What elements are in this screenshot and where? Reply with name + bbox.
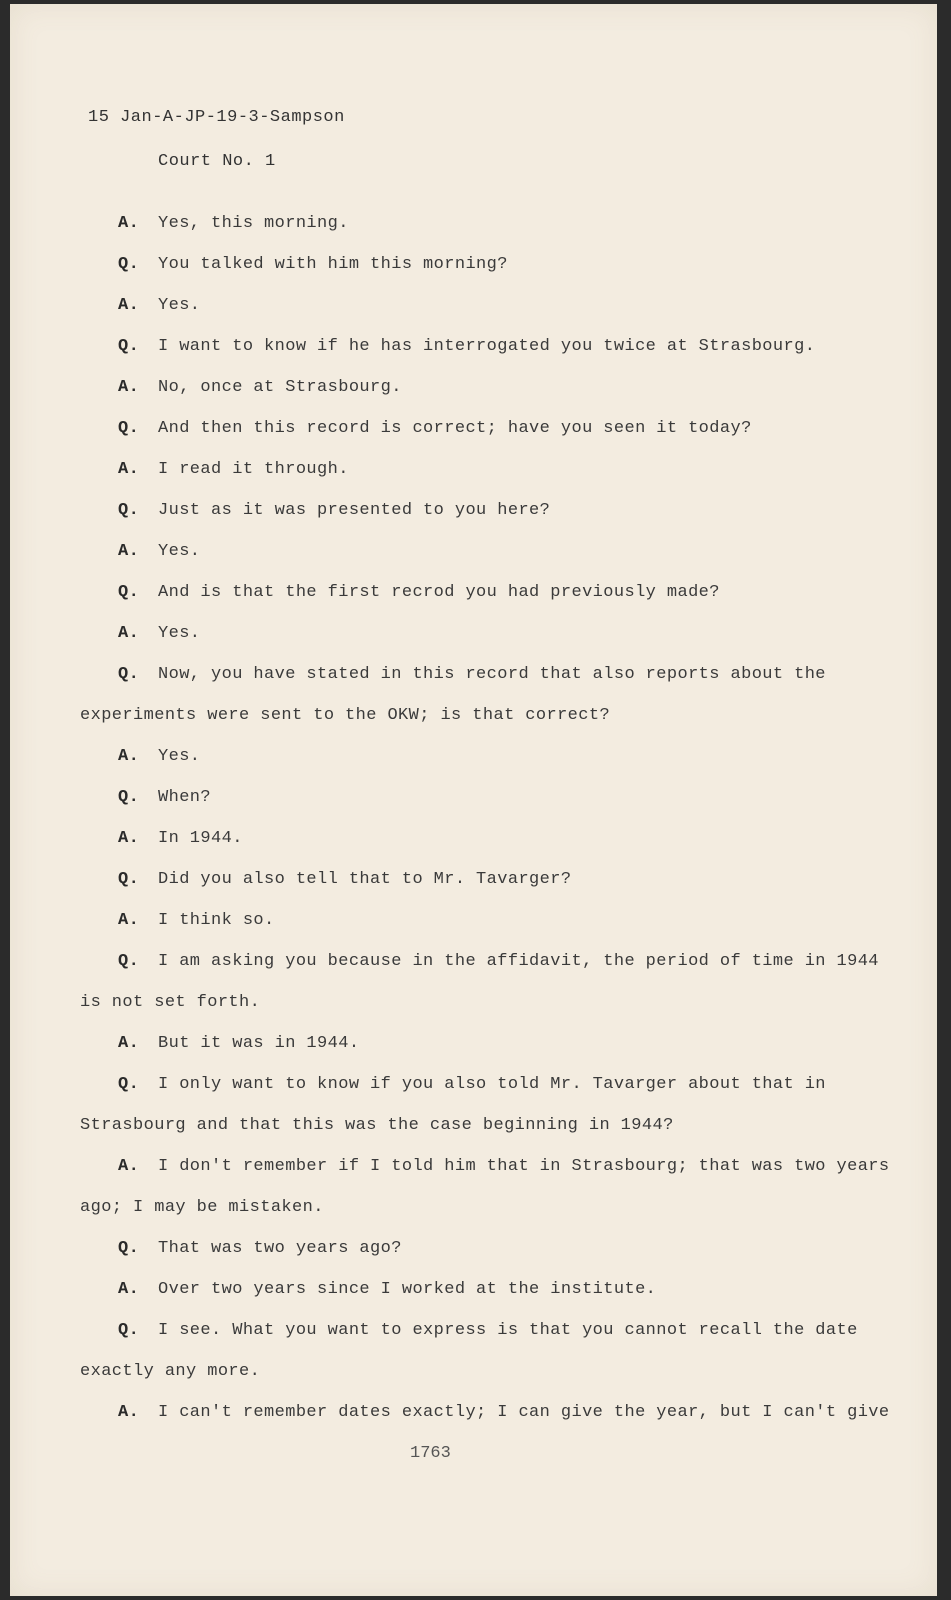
court-number: Court No. 1 [158,152,276,171]
entry-text: Yes. [158,542,201,561]
answer-line [118,737,200,776]
question-line [118,491,550,530]
continuation-line: Strasbourg and that this was the case beginning in 1944? [80,1116,674,1135]
question-line [118,245,508,284]
speaker-marker: Q. [118,419,140,438]
answer-line [118,204,349,243]
question-line [118,942,879,981]
answer-line [118,901,275,940]
speaker-marker: Q. [118,952,140,971]
answer-line [118,1147,890,1186]
entry-text: I only want to know if you also told Mr. Tavarger about that in [158,1075,826,1094]
answer-line [118,1270,656,1309]
speaker-marker: A. [118,1403,140,1422]
entry-text: Yes. [158,296,201,315]
speaker-marker: Q. [118,788,140,807]
entry-text: I read it through. [158,460,349,479]
entry-text: But it was in 1944. [158,1034,360,1053]
entry-text: And is that the first recrod you had previously made? [158,583,720,602]
speaker-marker: Q. [118,1321,140,1340]
speaker-marker: Q. [118,255,140,274]
question-line [118,1311,858,1350]
entry-text: That was two years ago? [158,1239,402,1258]
transcript-page [10,4,937,1596]
entry-text: Just as it was presented to you here? [158,501,551,520]
speaker-marker: Q. [118,1075,140,1094]
answer-line [118,1024,359,1063]
entry-text: Did you also tell that to Mr. Tavarger? [158,870,572,889]
document-reference: 15 Jan-A-JP-19-3-Sampson [88,108,345,127]
answer-line [118,450,349,489]
question-line [118,655,826,694]
speaker-marker: Q. [118,870,140,889]
speaker-marker: A. [118,829,140,848]
entry-text: I can't remember dates exactly; I can give the year, but I can't give [158,1403,890,1422]
question-line [118,573,720,612]
continuation-line: ago; I may be mistaken. [80,1198,324,1217]
answer-line [118,532,200,571]
speaker-marker: A. [118,460,140,479]
entry-text: Over two years since I worked at the institute. [158,1280,657,1299]
entry-text: I am asking you because in the affidavit, the period of time in 1944 [158,952,879,971]
speaker-marker: Q. [118,665,140,684]
entry-text: I think so. [158,911,275,930]
speaker-marker: Q. [118,583,140,602]
speaker-marker: Q. [118,501,140,520]
entry-text: Yes. [158,624,201,643]
entry-text: No, once at Strasbourg. [158,378,402,397]
question-line [118,327,815,366]
answer-line [118,1393,890,1432]
entry-text: I want to know if he has interrogated you twice at Strasbourg. [158,337,816,356]
speaker-marker: A. [118,1280,140,1299]
entry-text: You talked with him this morning? [158,255,508,274]
speaker-marker: A. [118,911,140,930]
speaker-marker: A. [118,214,140,233]
answer-line [118,614,200,653]
entry-text: And then this record is correct; have you seen it today? [158,419,752,438]
question-line [118,1065,826,1104]
entry-text: Yes, this morning. [158,214,349,233]
speaker-marker: A. [118,1034,140,1053]
answer-line [118,286,200,325]
speaker-marker: A. [118,1157,140,1176]
continuation-line: is not set forth. [80,993,261,1012]
speaker-marker: A. [118,624,140,643]
speaker-marker: A. [118,378,140,397]
speaker-marker: A. [118,542,140,561]
question-line [118,1229,402,1268]
answer-line [118,368,402,407]
question-line [118,409,752,448]
entry-text: I don't remember if I told him that in Strasbourg; that was two years [158,1157,890,1176]
entry-text: I see. What you want to express is that you cannot recall the date [158,1321,858,1340]
question-line [118,860,571,899]
continuation-line: exactly any more. [80,1362,261,1381]
speaker-marker: A. [118,296,140,315]
entry-text: Now, you have stated in this record that also reports about the [158,665,826,684]
entry-text: When? [158,788,212,807]
continuation-line: experiments were sent to the OKW; is that correct? [80,706,611,725]
answer-line [118,819,243,858]
question-line [118,778,211,817]
entry-text: In 1944. [158,829,243,848]
entry-text: Yes. [158,747,201,766]
speaker-marker: Q. [118,337,140,356]
speaker-marker: Q. [118,1239,140,1258]
speaker-marker: A. [118,747,140,766]
page-number: 1763 [410,1444,451,1463]
